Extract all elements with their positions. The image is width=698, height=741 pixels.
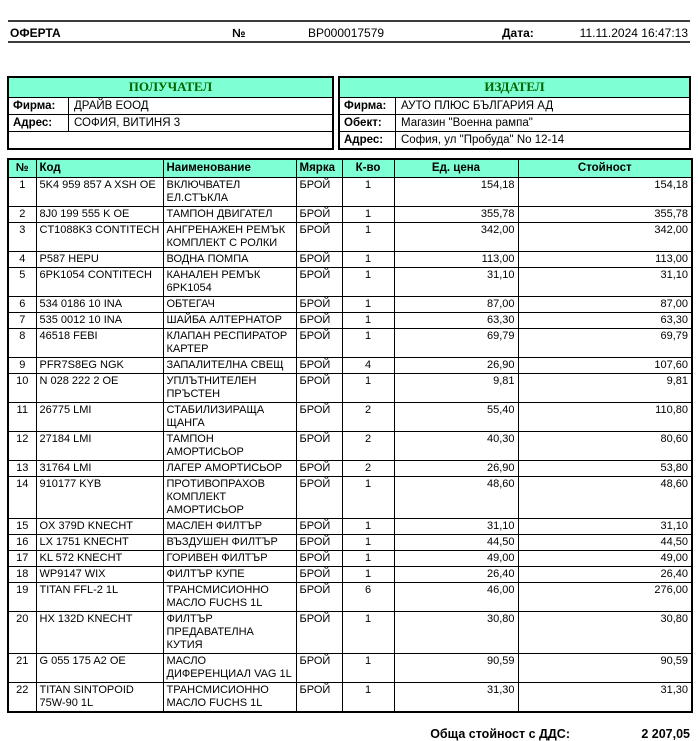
cell-qty: 1 xyxy=(342,268,394,297)
cell-name: ГОРИВЕН ФИЛТЪР xyxy=(163,551,296,567)
cell-price: 342,00 xyxy=(394,223,518,252)
cell-amount: 154,18 xyxy=(518,178,692,207)
recipient-company-row xyxy=(9,98,332,115)
cell-unit: БРОЙ xyxy=(296,461,342,477)
cell-qty: 1 xyxy=(342,519,394,535)
items-table-body xyxy=(8,178,692,713)
grand-total-value: 2 207,05 xyxy=(641,727,690,741)
cell-num: 4 xyxy=(8,252,36,268)
cell-amount: 276,00 xyxy=(518,583,692,612)
cell-code: TITAN SINTOPOID 75W-90 1L xyxy=(36,683,163,713)
cell-price: 49,00 xyxy=(394,551,518,567)
issuer-site-value: Магазин "Военна рампа" xyxy=(401,117,533,129)
cell-num: 16 xyxy=(8,535,36,551)
col-header-amount: Стойност xyxy=(518,159,692,178)
issuer-title: ИЗДАТЕЛ xyxy=(340,78,689,98)
cell-price: 31,10 xyxy=(394,268,518,297)
cell-code: PFR7S8EG NGK xyxy=(36,358,163,374)
cell-amount: 53,80 xyxy=(518,461,692,477)
document-header xyxy=(8,20,690,43)
cell-amount: 69,79 xyxy=(518,329,692,358)
cell-price: 26,90 xyxy=(394,461,518,477)
table-row xyxy=(8,654,692,683)
cell-price: 154,18 xyxy=(394,178,518,207)
issuer-address-row xyxy=(340,132,689,148)
party-blocks xyxy=(7,76,691,150)
cell-price: 26,40 xyxy=(394,567,518,583)
cell-amount: 107,60 xyxy=(518,358,692,374)
cell-num: 19 xyxy=(8,583,36,612)
recipient-empty-row xyxy=(9,132,332,148)
cell-qty: 2 xyxy=(342,461,394,477)
issuer-company-row xyxy=(340,98,689,115)
cell-num: 13 xyxy=(8,461,36,477)
recipient-title: ПОЛУЧАТЕЛ xyxy=(9,78,332,98)
cell-name: ВОДНА ПОМПА xyxy=(163,252,296,268)
cell-qty: 1 xyxy=(342,297,394,313)
cell-name: ЛАГЕР АМОРТИСЬОР xyxy=(163,461,296,477)
cell-qty: 1 xyxy=(342,374,394,403)
cell-unit: БРОЙ xyxy=(296,252,342,268)
cell-num: 15 xyxy=(8,519,36,535)
cell-num: 18 xyxy=(8,567,36,583)
cell-unit: БРОЙ xyxy=(296,268,342,297)
table-row xyxy=(8,583,692,612)
cell-code: 6PK1054 CONTITECH xyxy=(36,268,163,297)
table-row xyxy=(8,178,692,207)
cell-qty: 1 xyxy=(342,178,394,207)
table-row xyxy=(8,329,692,358)
issuer-block xyxy=(338,76,691,150)
cell-name: КЛАПАН РЕСПИРАТОР КАРТЕР xyxy=(163,329,296,358)
col-header-qty: К-во xyxy=(342,159,394,178)
cell-price: 30,80 xyxy=(394,612,518,654)
cell-price: 40,30 xyxy=(394,432,518,461)
cell-name: КАНАЛЕН РЕМЪК 6PK1054 xyxy=(163,268,296,297)
cell-name: АНГРЕНАЖЕН РЕМЪК КОМПЛЕКТ С РОЛКИ xyxy=(163,223,296,252)
cell-num: 2 xyxy=(8,207,36,223)
cell-qty: 1 xyxy=(342,252,394,268)
table-row xyxy=(8,207,692,223)
cell-price: 63,30 xyxy=(394,313,518,329)
cell-unit: БРОЙ xyxy=(296,358,342,374)
cell-name: ВЪЗДУШЕН ФИЛТЪР xyxy=(163,535,296,551)
cell-qty: 1 xyxy=(342,683,394,713)
cell-num: 7 xyxy=(8,313,36,329)
cell-code: 534 0186 10 INA xyxy=(36,297,163,313)
recipient-block xyxy=(7,76,334,150)
cell-amount: 26,40 xyxy=(518,567,692,583)
issuer-company-value: АУТО ПЛЮС БЪЛГАРИЯ АД xyxy=(401,100,554,112)
cell-price: 46,00 xyxy=(394,583,518,612)
cell-qty: 2 xyxy=(342,403,394,432)
cell-price: 26,90 xyxy=(394,358,518,374)
cell-num: 11 xyxy=(8,403,36,432)
cell-unit: БРОЙ xyxy=(296,683,342,713)
cell-amount: 80,60 xyxy=(518,432,692,461)
table-row xyxy=(8,403,692,432)
col-header-unit: Мярка xyxy=(296,159,342,178)
cell-unit: БРОЙ xyxy=(296,567,342,583)
cell-qty: 1 xyxy=(342,551,394,567)
table-row xyxy=(8,358,692,374)
cell-unit: БРОЙ xyxy=(296,519,342,535)
table-row xyxy=(8,432,692,461)
cell-qty: 4 xyxy=(342,358,394,374)
recipient-company-label: Фирма: xyxy=(9,98,69,114)
cell-qty: 1 xyxy=(342,329,394,358)
recipient-address-row xyxy=(9,115,332,132)
cell-amount: 87,00 xyxy=(518,297,692,313)
cell-unit: БРОЙ xyxy=(296,535,342,551)
cell-code: WP9147 WIX xyxy=(36,567,163,583)
table-row xyxy=(8,374,692,403)
cell-name: ФИЛТЪР КУПЕ xyxy=(163,567,296,583)
cell-num: 3 xyxy=(8,223,36,252)
cell-price: 69,79 xyxy=(394,329,518,358)
cell-price: 31,30 xyxy=(394,683,518,713)
table-row xyxy=(8,535,692,551)
cell-code: CT1088K3 CONTITECH xyxy=(36,223,163,252)
cell-code: 27184 LMI xyxy=(36,432,163,461)
recipient-address-value: СОФИЯ, ВИТИНЯ 3 xyxy=(74,117,181,129)
recipient-address-label: Адрес: xyxy=(9,115,69,131)
items-table-header xyxy=(8,159,692,178)
cell-code: 5K4 959 857 A XSH OE xyxy=(36,178,163,207)
cell-code: KL 572 KNECHT xyxy=(36,551,163,567)
cell-unit: БРОЙ xyxy=(296,374,342,403)
cell-num: 10 xyxy=(8,374,36,403)
table-row xyxy=(8,297,692,313)
cell-qty: 2 xyxy=(342,432,394,461)
table-row xyxy=(8,477,692,519)
cell-name: ЗАПАЛИТЕЛНА СВЕЩ xyxy=(163,358,296,374)
cell-name: СТАБИЛИЗИРАЩА ЩАНГА xyxy=(163,403,296,432)
table-row xyxy=(8,683,692,713)
cell-unit: БРОЙ xyxy=(296,477,342,519)
cell-amount: 31,10 xyxy=(518,519,692,535)
issuer-address-label: Адрес: xyxy=(340,132,396,148)
table-row xyxy=(8,223,692,252)
cell-name: МАСЛЕН ФИЛТЪР xyxy=(163,519,296,535)
issuer-site-row xyxy=(340,115,689,132)
cell-qty: 1 xyxy=(342,654,394,683)
cell-unit: БРОЙ xyxy=(296,432,342,461)
cell-amount: 44,50 xyxy=(518,535,692,551)
cell-name: МАСЛО ДИФЕРЕНЦИАЛ VAG 1L xyxy=(163,654,296,683)
cell-price: 48,60 xyxy=(394,477,518,519)
cell-unit: БРОЙ xyxy=(296,223,342,252)
col-header-num: № xyxy=(8,159,36,178)
cell-price: 55,40 xyxy=(394,403,518,432)
cell-num: 6 xyxy=(8,297,36,313)
cell-price: 87,00 xyxy=(394,297,518,313)
cell-name: ОБТЕГАЧ xyxy=(163,297,296,313)
items-table xyxy=(7,158,693,713)
col-header-price: Ед. цена xyxy=(394,159,518,178)
recipient-company-value: ДРАЙВ ЕООД xyxy=(74,100,149,112)
cell-name: УПЛЪТНИТЕЛЕН ПРЪСТЕН xyxy=(163,374,296,403)
cell-num: 12 xyxy=(8,432,36,461)
cell-amount: 30,80 xyxy=(518,612,692,654)
cell-amount: 31,30 xyxy=(518,683,692,713)
cell-price: 355,78 xyxy=(394,207,518,223)
cell-code: HX 132D KNECHT xyxy=(36,612,163,654)
cell-code: 535 0012 10 INA xyxy=(36,313,163,329)
cell-amount: 63,30 xyxy=(518,313,692,329)
grand-total-label: Обща стойност с ДДС: xyxy=(430,727,570,741)
cell-qty: 1 xyxy=(342,612,394,654)
col-header-name: Наименование xyxy=(163,159,296,178)
offer-document xyxy=(0,20,698,741)
header-row xyxy=(8,159,692,178)
cell-code: N 028 222 2 OE xyxy=(36,374,163,403)
table-row xyxy=(8,567,692,583)
cell-code: 910177 KYB xyxy=(36,477,163,519)
cell-amount: 90,59 xyxy=(518,654,692,683)
issuer-address-value: София, ул "Пробуда" No 12-14 xyxy=(401,134,565,146)
issuer-company-label: Фирма: xyxy=(340,98,396,114)
cell-num: 8 xyxy=(8,329,36,358)
table-row xyxy=(8,268,692,297)
cell-unit: БРОЙ xyxy=(296,654,342,683)
cell-name: ВКЛЮЧВАТЕЛ ЕЛ.СТЪКЛА xyxy=(163,178,296,207)
date-value: 11.11.2024 16:47:13 xyxy=(579,26,688,40)
cell-price: 44,50 xyxy=(394,535,518,551)
cell-amount: 9,81 xyxy=(518,374,692,403)
grand-total xyxy=(0,727,690,741)
cell-amount: 31,10 xyxy=(518,268,692,297)
cell-qty: 1 xyxy=(342,567,394,583)
cell-code: 31764 LMI xyxy=(36,461,163,477)
cell-price: 9,81 xyxy=(394,374,518,403)
offer-number-value: BP000017579 xyxy=(308,26,385,40)
cell-num: 21 xyxy=(8,654,36,683)
table-row xyxy=(8,612,692,654)
cell-name: ФИЛТЪР ПРЕДАВАТЕЛНА КУТИЯ xyxy=(163,612,296,654)
table-row xyxy=(8,313,692,329)
cell-code: 8J0 199 555 K OE xyxy=(36,207,163,223)
cell-num: 1 xyxy=(8,178,36,207)
cell-qty: 1 xyxy=(342,223,394,252)
cell-num: 14 xyxy=(8,477,36,519)
cell-amount: 49,00 xyxy=(518,551,692,567)
cell-name: ПРОТИВОПРАХОВ КОМПЛЕКТ АМОРТИСЬОР xyxy=(163,477,296,519)
cell-qty: 1 xyxy=(342,313,394,329)
cell-price: 31,10 xyxy=(394,519,518,535)
cell-name: ШАЙБА АЛТЕРНАТОР xyxy=(163,313,296,329)
cell-unit: БРОЙ xyxy=(296,207,342,223)
issuer-site-label: Обект: xyxy=(340,115,396,131)
cell-unit: БРОЙ xyxy=(296,583,342,612)
cell-amount: 342,00 xyxy=(518,223,692,252)
cell-price: 113,00 xyxy=(394,252,518,268)
col-header-code: Код xyxy=(36,159,163,178)
cell-qty: 1 xyxy=(342,535,394,551)
cell-num: 17 xyxy=(8,551,36,567)
cell-code: G 055 175 A2 OE xyxy=(36,654,163,683)
cell-qty: 1 xyxy=(342,477,394,519)
cell-code: TITAN FFL-2 1L xyxy=(36,583,163,612)
cell-qty: 1 xyxy=(342,207,394,223)
cell-amount: 355,78 xyxy=(518,207,692,223)
table-row xyxy=(8,461,692,477)
document-title: ОФЕРТА xyxy=(10,26,61,40)
cell-unit: БРОЙ xyxy=(296,403,342,432)
cell-unit: БРОЙ xyxy=(296,612,342,654)
cell-amount: 110,80 xyxy=(518,403,692,432)
cell-code: P587 HEPU xyxy=(36,252,163,268)
table-row xyxy=(8,551,692,567)
cell-name: ТРАНСМИСИОННО МАСЛО FUCHS 1L xyxy=(163,683,296,713)
cell-qty: 6 xyxy=(342,583,394,612)
cell-code: LX 1751 KNECHT xyxy=(36,535,163,551)
cell-code: 26775 LMI xyxy=(36,403,163,432)
table-row xyxy=(8,252,692,268)
cell-name: ТАМПОН ДВИГАТЕЛ xyxy=(163,207,296,223)
cell-unit: БРОЙ xyxy=(296,297,342,313)
cell-unit: БРОЙ xyxy=(296,178,342,207)
cell-unit: БРОЙ xyxy=(296,313,342,329)
cell-name: ТРАНСМИСИОННО МАСЛО FUCHS 1L xyxy=(163,583,296,612)
cell-name: ТАМПОН АМОРТИСЬОР xyxy=(163,432,296,461)
cell-num: 20 xyxy=(8,612,36,654)
cell-unit: БРОЙ xyxy=(296,551,342,567)
cell-num: 22 xyxy=(8,683,36,713)
cell-num: 5 xyxy=(8,268,36,297)
table-row xyxy=(8,519,692,535)
cell-num: 9 xyxy=(8,358,36,374)
cell-amount: 48,60 xyxy=(518,477,692,519)
cell-amount: 113,00 xyxy=(518,252,692,268)
cell-code: 46518 FEBI xyxy=(36,329,163,358)
offer-number-label: № xyxy=(232,26,246,40)
cell-unit: БРОЙ xyxy=(296,329,342,358)
date-label: Дата: xyxy=(502,26,534,40)
cell-code: OX 379D KNECHT xyxy=(36,519,163,535)
cell-price: 90,59 xyxy=(394,654,518,683)
